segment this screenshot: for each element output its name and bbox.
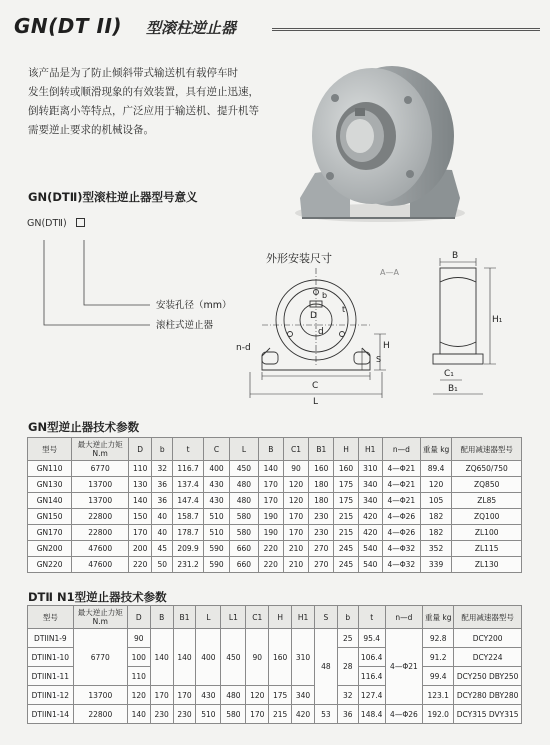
cell-nd: 4—Φ26 (382, 525, 420, 541)
cell-weight: 105 (420, 493, 452, 509)
cell-L1: 450 (221, 629, 246, 686)
cell-b: 45 (152, 541, 173, 557)
col-header: C1 (246, 606, 269, 629)
dim-b: b (322, 291, 328, 300)
cell-D: 170 (129, 525, 152, 541)
cell-B1: 170 (173, 686, 196, 705)
col-header: B1 (309, 438, 334, 461)
col-header: 配用减速器型号 (454, 606, 522, 629)
cell-t: 116.7 (173, 461, 204, 477)
col-header: B1 (173, 606, 196, 629)
cell-model: GN220 (28, 557, 72, 573)
cell-nd: 4—Φ21 (382, 477, 420, 493)
cell-C1: 90 (246, 629, 269, 686)
cell-H1: 540 (358, 541, 382, 557)
cell-L1: 580 (221, 705, 246, 724)
col-header: L (196, 606, 221, 629)
cell-torque: 47600 (72, 557, 129, 573)
table-row (28, 477, 522, 493)
cell-t: 147.4 (173, 493, 204, 509)
cell-b: 40 (152, 525, 173, 541)
cell-D: 150 (129, 509, 152, 525)
col-header: L (230, 438, 258, 461)
cell-torque: 13700 (72, 477, 129, 493)
cell-weight: 91.2 (423, 648, 454, 667)
cell-H1: 310 (292, 629, 315, 686)
cell-model: GN110 (28, 461, 72, 477)
dt-table-title: DTⅡ N1型逆止器技术参数 (28, 590, 167, 604)
drawing-title: 外形安装尺寸 (266, 252, 332, 265)
cell-reducer: DCY200 (454, 629, 522, 648)
label-bore: 安装孔径（mm） (156, 300, 232, 311)
cell-weight: 89.4 (420, 461, 452, 477)
cell-reducer: ZL85 (452, 493, 522, 509)
cell-reducer: ZL130 (452, 557, 522, 573)
col-header: 型号 (28, 438, 72, 461)
cell-B1: 230 (173, 705, 196, 724)
col-header: 型号 (28, 606, 74, 629)
cell-B: 140 (150, 629, 173, 686)
cell-H: 160 (269, 629, 292, 686)
dim-t: t (342, 305, 346, 314)
cell-S: 48 (314, 629, 337, 705)
cell-D: 120 (127, 686, 150, 705)
intro-line: 需要逆止要求的机械设备。 (28, 124, 154, 136)
cell-model: GN130 (28, 477, 72, 493)
table-row (28, 629, 522, 648)
table-header-row (28, 606, 522, 629)
table-row (28, 461, 522, 477)
col-header: B (150, 606, 173, 629)
cell-torque: 6770 (72, 461, 129, 477)
cell-nd: 4—Φ21 (382, 461, 420, 477)
col-header: t (173, 438, 204, 461)
model-code-box (76, 218, 85, 227)
col-header: S (314, 606, 337, 629)
cell-D: 90 (127, 629, 150, 648)
cell-torque: 6770 (73, 629, 127, 686)
cell-b: 32 (152, 461, 173, 477)
col-header: 配用减速器型号 (452, 438, 522, 461)
cell-reducer: ZQ100 (452, 509, 522, 525)
dim-H1: H₁ (492, 315, 503, 325)
cell-b: 28 (337, 648, 358, 686)
intro-text (28, 64, 280, 140)
cell-model: GN140 (28, 493, 72, 509)
cell-H: 160 (334, 461, 358, 477)
intro-line: 倒转距离小等特点，广泛应用于输送机、提升机等 (28, 105, 259, 117)
cell-L: 580 (230, 509, 258, 525)
cell-L: 660 (230, 541, 258, 557)
cell-D: 200 (129, 541, 152, 557)
cell-model: DTIIN1-14 (28, 705, 74, 724)
intro-line: 该产品是为了防止倾斜带式输送机有载停车时 (28, 67, 238, 79)
cell-weight: 352 (420, 541, 452, 557)
cell-B: 220 (258, 541, 283, 557)
col-header: D (127, 606, 150, 629)
cell-D: 130 (129, 477, 152, 493)
col-header: b (152, 438, 173, 461)
cell-H: 215 (334, 525, 358, 541)
cell-H1: 420 (358, 509, 382, 525)
col-header: b (337, 606, 358, 629)
cell-t: 137.4 (173, 477, 204, 493)
cell-H: 175 (269, 686, 292, 705)
cell-t: 106.4 (358, 648, 385, 667)
cell-nd: 4—Φ32 (382, 557, 420, 573)
cell-torque: 22800 (72, 509, 129, 525)
cell-C: 400 (203, 461, 229, 477)
col-header: H (334, 438, 358, 461)
cell-b: 50 (152, 557, 173, 573)
col-header: L1 (221, 606, 246, 629)
cell-B1: 270 (309, 541, 334, 557)
dim-B: B (452, 251, 459, 261)
model-meaning-title: GN(DTⅡ)型滚柱逆止器型号意义 (28, 190, 198, 204)
cell-B: 220 (258, 557, 283, 573)
cell-reducer: DCY280 DBY280 (454, 686, 522, 705)
dim-C: C (312, 381, 319, 391)
dim-S: S (376, 355, 382, 364)
cell-model: GN170 (28, 525, 72, 541)
cell-torque: 22800 (72, 525, 129, 541)
cell-torque: 13700 (72, 493, 129, 509)
cell-b: 32 (337, 686, 358, 705)
cell-reducer: DCY250 DBY250 (454, 667, 522, 686)
cell-model: DTIIN1-12 (28, 686, 74, 705)
cell-D: 140 (127, 705, 150, 724)
cell-weight: 182 (420, 509, 452, 525)
dt-spec-table (27, 605, 522, 724)
cell-L: 480 (230, 493, 258, 509)
cell-L: 510 (196, 705, 221, 724)
page-title: GN(DT II) (14, 14, 123, 38)
cell-model: DTIIN1-9 (28, 629, 74, 648)
cell-L: 580 (230, 525, 258, 541)
cell-b: 36 (152, 477, 173, 493)
label-type: 滚柱式逆止器 (156, 320, 214, 331)
cell-C1: 170 (283, 509, 308, 525)
table-row (28, 509, 522, 525)
cell-B1: 140 (173, 629, 196, 686)
header-rule (272, 28, 540, 31)
page-subtitle: 型滚柱逆止器 (146, 19, 237, 37)
cell-B: 170 (150, 686, 173, 705)
cell-t: 116.4 (358, 667, 385, 686)
cell-weight: 182 (420, 525, 452, 541)
cell-H1: 310 (358, 461, 382, 477)
gn-table-title: GN型逆止器技术参数 (28, 420, 140, 434)
cell-reducer: ZQ850 (452, 477, 522, 493)
cell-weight: 99.4 (423, 667, 454, 686)
cell-C1: 120 (246, 686, 269, 705)
cell-C1: 170 (246, 705, 269, 724)
cell-D: 100 (127, 648, 150, 667)
dim-L: L (313, 397, 319, 407)
cell-D: 220 (129, 557, 152, 573)
cell-b: 36 (337, 705, 358, 724)
cell-H1: 540 (358, 557, 382, 573)
cell-H: 175 (334, 493, 358, 509)
cell-H: 215 (334, 509, 358, 525)
cell-t: 95.4 (358, 629, 385, 648)
cell-B: 170 (258, 493, 283, 509)
cell-b: 25 (337, 629, 358, 648)
cell-C1: 120 (283, 493, 308, 509)
col-header: 重量 kg (420, 438, 452, 461)
col-header: H1 (358, 438, 382, 461)
table-header-row (28, 438, 522, 461)
col-header: C1 (283, 438, 308, 461)
dim-D: D (310, 311, 317, 321)
cell-H1: 340 (358, 477, 382, 493)
col-header: 最大逆止力矩 N.m (73, 606, 127, 629)
cell-H1: 340 (292, 686, 315, 705)
cell-weight: 192.0 (423, 705, 454, 724)
table-row (28, 493, 522, 509)
dim-B1: B₁ (448, 384, 458, 394)
page-header (14, 14, 540, 44)
cell-torque: 13700 (73, 686, 127, 705)
cell-t: 231.2 (173, 557, 204, 573)
cell-B1: 230 (309, 509, 334, 525)
cell-B: 190 (258, 509, 283, 525)
intro-line: 发生倒转或顺滑现象的有效装置，具有逆止迅速， (28, 86, 259, 98)
cell-C1: 170 (283, 525, 308, 541)
cell-H: 245 (334, 557, 358, 573)
cell-reducer: ZQ650/750 (452, 461, 522, 477)
col-header: n—d (382, 438, 420, 461)
col-header: n—d (385, 606, 422, 629)
cell-B: 140 (258, 461, 283, 477)
cell-model: GN200 (28, 541, 72, 557)
cell-D: 110 (129, 461, 152, 477)
cell-H1: 420 (358, 525, 382, 541)
cell-C1: 210 (283, 557, 308, 573)
cell-reducer: DCY224 (454, 648, 522, 667)
model-code (27, 218, 85, 229)
dim-C1: C₁ (444, 369, 454, 379)
cell-C1: 210 (283, 541, 308, 557)
cell-H: 175 (334, 477, 358, 493)
table-row (28, 557, 522, 573)
cell-B1: 180 (309, 477, 334, 493)
table-row (28, 686, 522, 705)
col-header: B (258, 438, 283, 461)
cell-b: 36 (152, 493, 173, 509)
cell-L: 400 (196, 629, 221, 686)
cell-B1: 160 (309, 461, 334, 477)
cell-C1: 120 (283, 477, 308, 493)
cell-reducer: ZL100 (452, 525, 522, 541)
cell-B: 170 (258, 477, 283, 493)
cell-H: 215 (269, 705, 292, 724)
cell-model: DTIIN1-11 (28, 667, 74, 686)
cell-torque: 47600 (72, 541, 129, 557)
col-header: H1 (292, 606, 315, 629)
cell-C: 510 (203, 509, 229, 525)
side-view (433, 258, 496, 394)
cell-B1: 230 (309, 525, 334, 541)
cell-H1: 420 (292, 705, 315, 724)
table-row (28, 525, 522, 541)
cell-B1: 180 (309, 493, 334, 509)
cell-weight: 123.1 (423, 686, 454, 705)
cell-S: 53 (314, 705, 337, 724)
cell-C: 430 (203, 493, 229, 509)
cell-L: 480 (230, 477, 258, 493)
cell-C1: 90 (283, 461, 308, 477)
cell-C: 510 (203, 525, 229, 541)
cell-nd: 4—Φ21 (385, 629, 422, 705)
cell-C: 590 (203, 557, 229, 573)
dim-H: H (383, 341, 390, 351)
cell-H: 245 (334, 541, 358, 557)
cell-t: 178.7 (173, 525, 204, 541)
cell-D: 110 (127, 667, 150, 686)
cell-nd: 4—Φ21 (382, 493, 420, 509)
dim-d: d (318, 327, 324, 337)
col-header: t (358, 606, 385, 629)
cell-H1: 340 (358, 493, 382, 509)
model-code-text: GN(DTⅡ) (27, 218, 67, 229)
cell-L1: 480 (221, 686, 246, 705)
col-header: 最大逆止力矩 N.m (72, 438, 129, 461)
dim-nd: n-d (236, 343, 251, 353)
cell-L: 660 (230, 557, 258, 573)
col-header: 重量 kg (423, 606, 454, 629)
cell-weight: 120 (420, 477, 452, 493)
cell-B1: 270 (309, 557, 334, 573)
gn-spec-table (27, 437, 522, 573)
model-meaning-leaders (44, 240, 150, 325)
cell-nd: 4—Φ32 (382, 541, 420, 557)
cell-weight: 92.8 (423, 629, 454, 648)
cell-D: 140 (129, 493, 152, 509)
cell-C: 430 (203, 477, 229, 493)
table-row (28, 541, 522, 557)
cell-B: 230 (150, 705, 173, 724)
cell-torque: 22800 (73, 705, 127, 724)
col-header: H (269, 606, 292, 629)
cell-model: GN150 (28, 509, 72, 525)
table-row (28, 705, 522, 724)
cell-L: 450 (230, 461, 258, 477)
dimension-drawing (0, 240, 550, 410)
cell-model: DTIIN1-10 (28, 648, 74, 667)
cell-t: 158.7 (173, 509, 204, 525)
cell-t: 148.4 (358, 705, 385, 724)
cell-weight: 339 (420, 557, 452, 573)
col-header: C (203, 438, 229, 461)
cell-nd: 4—Φ26 (382, 509, 420, 525)
cell-t: 127.4 (358, 686, 385, 705)
cell-t: 209.9 (173, 541, 204, 557)
cell-L: 430 (196, 686, 221, 705)
col-header: D (129, 438, 152, 461)
cell-B: 190 (258, 525, 283, 541)
cell-b: 40 (152, 509, 173, 525)
cell-reducer: ZL115 (452, 541, 522, 557)
product-photo (280, 48, 470, 228)
cell-nd: 4—Φ26 (385, 705, 422, 724)
cell-C: 590 (203, 541, 229, 557)
dim-AA: A—A (380, 268, 399, 277)
cell-reducer: DCY315 DVY315 (454, 705, 522, 724)
